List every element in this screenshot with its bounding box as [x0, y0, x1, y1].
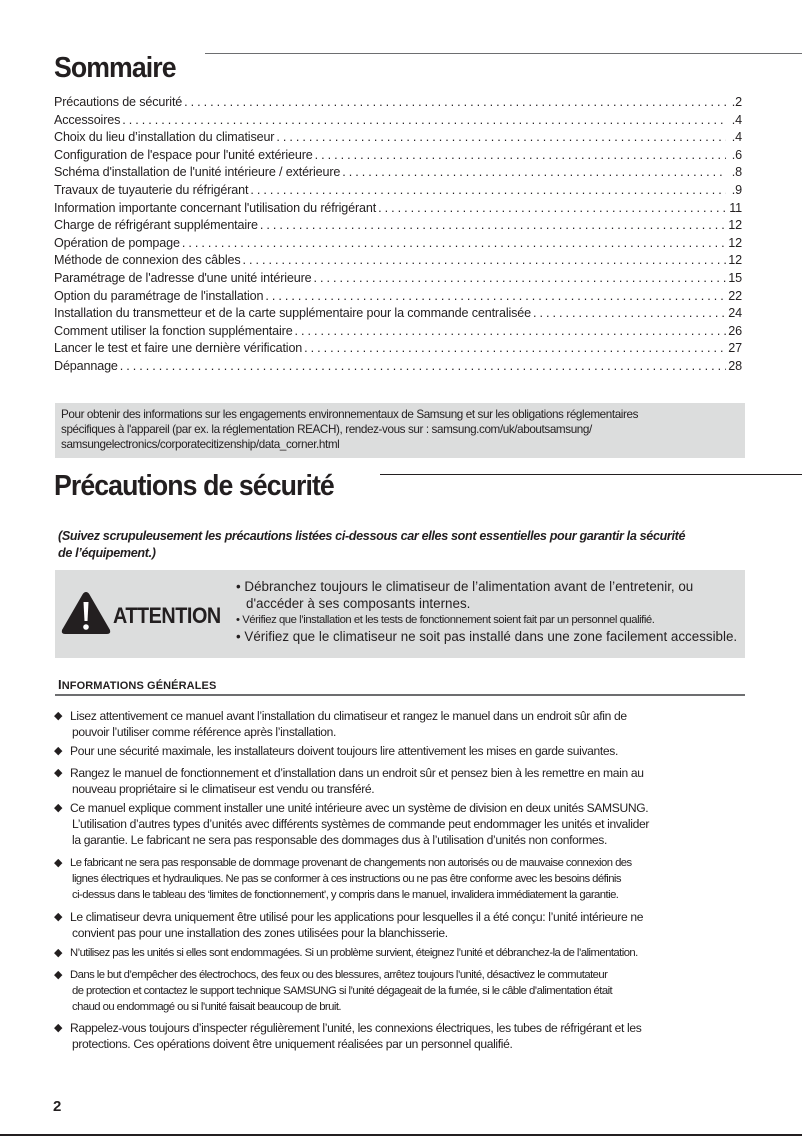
attention-list: [236, 579, 744, 645]
general-info-heading: INFORMATIONS GÉNÉRALES: [58, 677, 217, 692]
toc-entry[interactable]: Travaux de tuyauterie du réfrigérant . . . .9: [54, 183, 742, 201]
toc-entry[interactable]: Méthode de connexion des câbles . . . 12: [54, 253, 742, 271]
toc-entry[interactable]: Précautions de sécurité . . . .2: [54, 95, 742, 113]
diamond-bullet-icon: ◆: [54, 857, 62, 869]
toc-entry[interactable]: Charge de réfrigérant supplémentaire . . . 12: [54, 218, 742, 236]
safety-title: Précautions de sécurité: [54, 470, 334, 502]
environmental-notice: Pour obtenir des informations sur les engagements environnementaux de Samsung et sur les obligations réglementaires spécifiques à l'appareil (par ex. la réglementation REACH), rendez-vous sur : samsung.com/uk/aboutsamsung/ samsungelectronics/corporatecitizenship/data_corner.html: [55, 403, 745, 458]
diamond-bullet-icon: ◆: [54, 802, 63, 814]
attention-item: • Vérifiez que l’installation et les tests de fonctionnement soient fait par un personnel qualifié.: [236, 614, 655, 626]
page-number: 2: [53, 1098, 62, 1115]
attention-item: • Vérifiez que le climatiseur ne soit pas installé dans une zone facilement accessible.: [236, 628, 738, 644]
toc-entry[interactable]: Option du paramétrage de l'installation . . . 22: [54, 289, 742, 307]
toc-entry[interactable]: Dépannage . . . 28: [54, 359, 742, 377]
toc-entry[interactable]: Lancer le test et faire une dernière vérification . . . 27: [54, 341, 742, 359]
diamond-bullet-icon: ◆: [54, 710, 63, 722]
diamond-bullet-icon: ◆: [54, 745, 63, 757]
data-corner-link[interactable]: samsungelectronics/corporatecitizenship/data_corner.html: [61, 438, 340, 451]
list-item: ◆ N’utilisez pas les unités si elles sont endommagées. Si un problème survient, éteignez l’unité et débranchez-la de l’alimentation.: [54, 947, 638, 959]
list-item: ◆ Le fabricant ne sera pas responsable de dommage provenant de changements non autorisés ou de mauvaise connexion des lignes électriques et hydrauliques. Ne pas se conformer à ces instructions ou ne pas être conforme avec les besoins définis ci-dessus dans le tableau des ‘limites de fonctionnement’, y compris dans le manuel, invalidera immédiatement la garantie.: [54, 857, 632, 901]
toc-entry[interactable]: Configuration de l'espace pour l'unité extérieure . . . .6: [54, 148, 742, 166]
list-item: ◆ Rangez le manuel de fonctionnement et d’installation dans un endroit sûr et pensez bien à les remettre en main au nouveau propriétaire si le climatiseur est vendu ou transféré.: [54, 766, 644, 796]
toc-entry[interactable]: Choix du lieu d’installation du climatiseur . . . .4: [54, 130, 742, 148]
toc-entry[interactable]: Opération de pompage . . . 12: [54, 236, 742, 254]
toc-entry[interactable]: Installation du transmetteur et de la carte supplémentaire pour la commande centralisée . . . 24: [54, 306, 742, 324]
list-item: ◆ Rappelez-vous toujours d’inspecter régulièrement l’unité, les connexions électriques, les tubes de réfrigérant et les protections. Ces opérations doivent être uniquement réalisées par un personnel qualifié.: [54, 1021, 642, 1051]
toc-entry[interactable]: Comment utiliser la fonction supplémentaire . . . 26: [54, 324, 742, 342]
list-item: ◆ Le climatiseur devra uniquement être utilisé pour les applications pour lesquelles il a été conçu: l’unité intérieure ne convient pas pour une installation des zones utilisées pour la blanchisserie.: [54, 910, 644, 940]
diamond-bullet-icon: ◆: [54, 911, 63, 923]
list-item: ◆ Lisez attentivement ce manuel avant l’installation du climatiseur et rangez le manuel dans un endroit sûr afin de pouvoir l’utiliser comme référence après l’installation.: [54, 709, 627, 739]
section-divider: [380, 474, 802, 475]
subheading-divider: [55, 694, 745, 696]
top-divider: [205, 53, 802, 54]
diamond-bullet-icon: ◆: [54, 969, 62, 981]
toc-entry[interactable]: Information importante concernant l'utilisation du réfrigérant . . . 11: [54, 201, 742, 219]
safety-intro: (Suivez scrupuleusement les précautions listées ci-dessous car elles sont essentielles pour garantir la sécurité de l’équipement.): [58, 529, 686, 560]
diamond-bullet-icon: ◆: [54, 767, 63, 779]
list-item: ◆ Dans le but d’empêcher des électrochocs, des feux ou des blessures, arrêtez toujours l’unité, désactivez le commutateur de protection et contactez le support technique SAMSUNG si l’unité dégageait de la fumée, si le câble d’alimentation était chaud ou endommagé ou si l’unité faisait beaucoup de bruit.: [54, 969, 613, 1013]
attention-label: ATTENTION: [113, 603, 221, 628]
sommaire-title: Sommaire: [54, 52, 176, 84]
diamond-bullet-icon: ◆: [54, 1022, 63, 1034]
attention-item: • Débranchez toujours le climatiseur de l’alimentation avant de l’entretenir, ou: [236, 579, 694, 594]
list-item: ◆ Pour une sécurité maximale, les installateurs doivent toujours lire attentivement les mises en garde suivantes.: [54, 744, 618, 758]
list-item: ◆ Ce manuel explique comment installer une unité intérieure avec un système de division en deux unités SAMSUNG. L’utilisation d’autres types d’unités avec différents systèmes de commande peut endommager les unités et invalider la garantie. Le fabricant ne sera pas responsable des dommages dus à l’utilisation d’unités non conformes.: [54, 801, 649, 847]
table-of-contents: [54, 95, 742, 377]
toc-entry[interactable]: Paramétrage de l'adresse d'une unité intérieure . . . 15: [54, 271, 742, 289]
attention-item: d'accéder à ses composants internes.: [246, 595, 471, 611]
warning-triangle-icon: [60, 590, 112, 636]
toc-entry[interactable]: Accessoires . . . .4: [54, 113, 742, 131]
diamond-bullet-icon: ◆: [54, 947, 62, 959]
toc-entry[interactable]: Schéma d'installation de l'unité intérieure / extérieure . . . .8: [54, 165, 742, 183]
